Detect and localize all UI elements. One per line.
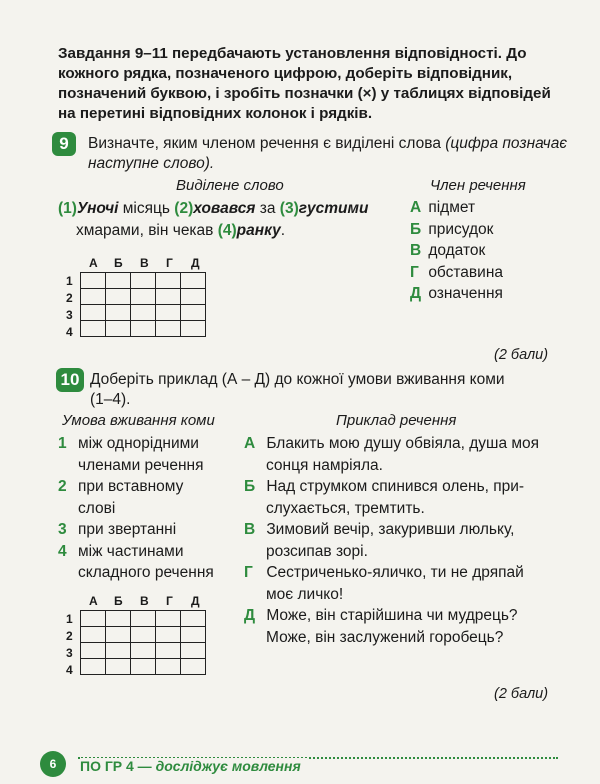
- answer-cell[interactable]: [81, 273, 106, 289]
- condition-text: членами речення: [78, 456, 204, 474]
- grid-col-label: Б: [114, 256, 123, 270]
- answer-cell[interactable]: [131, 659, 156, 675]
- task-9-question-note: (цифра позначає наступне слово).: [88, 135, 568, 172]
- grid-row-label: 4: [66, 325, 73, 339]
- option-text: додаток: [428, 242, 486, 259]
- grid-row-label: 2: [66, 629, 73, 643]
- answer-cell[interactable]: [81, 305, 106, 321]
- answer-cell[interactable]: [81, 289, 106, 305]
- example-letter: А: [244, 435, 256, 452]
- answer-cell[interactable]: [156, 305, 181, 321]
- word-marker-4: (4): [217, 222, 237, 239]
- task-10-left-heading: Умова вживання коми: [62, 412, 215, 429]
- condition-text: між однорідними: [78, 435, 199, 452]
- task-10-right-heading: Приклад речення: [336, 412, 457, 429]
- highlighted-word-4: ранку: [236, 222, 281, 239]
- grid-col-label: Д: [191, 256, 200, 270]
- answer-cell[interactable]: [181, 321, 206, 337]
- example-text: Може, він заслужений горобець?: [266, 628, 504, 646]
- footer-title-italic: досліджує мовлення: [155, 758, 301, 774]
- task-9-sentence: [58, 198, 398, 242]
- answer-cell[interactable]: [156, 273, 181, 289]
- example-text: Зимовий вечір, закуривши люльку,: [266, 521, 515, 538]
- option-letter: Б: [410, 220, 422, 238]
- answer-cell[interactable]: [156, 289, 181, 305]
- example-text: Над струмком спинився олень, при-: [266, 478, 525, 495]
- condition-3: [58, 519, 238, 541]
- example-letter: Г: [244, 564, 253, 581]
- option-text: присудок: [428, 220, 494, 238]
- instructions-paragraph: Завдання 9–11 передбачають установлення відповідності. До кожного рядка, позначеного цифрою, доберіть відповідник, позначений буквою, і зробіть позначки (×) у таблицях відповідей на перетині відповідних колонок і рядків.: [58, 45, 551, 122]
- example-text: Блакить мою душу обвіяла, душа моя: [266, 435, 540, 452]
- task-9-right-heading: Член речення: [430, 177, 526, 194]
- grid-row-label: 1: [66, 274, 73, 288]
- task-9-points: (2 бали): [494, 347, 549, 363]
- page-number: 6: [40, 751, 66, 777]
- task-9-grid-table: [80, 272, 206, 337]
- condition-number: 1: [58, 435, 67, 452]
- grid-row-label: 1: [66, 612, 73, 626]
- grid-col-label: А: [89, 256, 98, 270]
- condition-text: складного речення: [78, 564, 214, 581]
- task-9-options: [410, 197, 503, 305]
- grid-row-label: 4: [66, 663, 73, 677]
- option-letter: А: [410, 199, 422, 216]
- answer-cell[interactable]: [106, 289, 131, 305]
- grid-row-label: 3: [66, 646, 73, 660]
- option-a: [410, 197, 503, 219]
- task-10-question-line-2: (1–4).: [90, 391, 131, 408]
- highlighted-word-3: густими: [298, 200, 369, 217]
- word-marker-3: (3): [279, 200, 299, 217]
- answer-cell[interactable]: [156, 643, 181, 659]
- example-text: розсипав зорі.: [266, 542, 368, 560]
- condition-text: слові: [78, 499, 116, 517]
- answer-cell[interactable]: [156, 611, 181, 627]
- example-letter: Б: [244, 478, 256, 495]
- task-10-grid-table: [80, 610, 206, 675]
- option-v: [410, 240, 503, 262]
- answer-cell[interactable]: [181, 611, 206, 627]
- answer-cell[interactable]: [156, 627, 181, 643]
- answer-cell[interactable]: [131, 321, 156, 337]
- example-letter: Д: [244, 607, 256, 624]
- task-9-left-heading: Виділене слово: [176, 177, 284, 194]
- footer-title-main: ПО ГР 4 —: [80, 758, 156, 774]
- answer-cell[interactable]: [81, 659, 106, 675]
- option-text: підмет: [428, 199, 476, 216]
- answer-cell[interactable]: [181, 305, 206, 321]
- example-d: [244, 605, 574, 627]
- option-letter: Д: [410, 285, 422, 302]
- example-text: слухається, тремтить.: [266, 499, 425, 517]
- condition-number: 2: [58, 478, 67, 495]
- example-h: [244, 562, 574, 584]
- grid-col-label: Г: [166, 256, 173, 270]
- answer-cell[interactable]: [81, 611, 106, 627]
- sentence-text: за: [255, 200, 280, 217]
- footer-title: [80, 758, 307, 774]
- answer-cell[interactable]: [106, 273, 131, 289]
- grid-col-label: А: [89, 594, 98, 608]
- answer-cell[interactable]: [106, 643, 131, 659]
- answer-cell[interactable]: [131, 643, 156, 659]
- answer-cell[interactable]: [181, 659, 206, 675]
- highlighted-word-2: ховався: [193, 200, 256, 217]
- example-text: Може, він старійшина чи мудрець?: [266, 607, 518, 624]
- example-a: [244, 433, 574, 455]
- task-9-question: [88, 134, 568, 174]
- sentence-text: хмарами, він чекав: [76, 222, 218, 239]
- answer-cell[interactable]: [106, 305, 131, 321]
- task-10-points: (2 бали): [494, 686, 549, 702]
- task-10-examples: [244, 433, 574, 648]
- grid-row-label: 2: [66, 291, 73, 305]
- grid-col-label: Г: [166, 594, 173, 608]
- option-letter: Г: [410, 263, 419, 281]
- task-10-question-line-1: Доберіть приклад (А – Д) до кожної умови вживання коми: [90, 371, 505, 388]
- answer-cell[interactable]: [181, 627, 206, 643]
- answer-cell[interactable]: [131, 305, 156, 321]
- example-letter: В: [244, 521, 256, 538]
- sentence-text: .: [280, 222, 286, 239]
- example-b: [244, 476, 574, 498]
- task-10-question: [90, 370, 570, 410]
- task-9-badge: 9: [52, 132, 76, 156]
- answer-cell[interactable]: [131, 627, 156, 643]
- answer-cell[interactable]: [181, 643, 206, 659]
- option-text: обставина: [428, 263, 504, 281]
- task-9-question-main: Визначте, яким членом речення є виділені слова: [88, 135, 441, 152]
- example-text: моє личко!: [266, 585, 344, 603]
- option-d: [410, 283, 503, 305]
- answer-cell[interactable]: [131, 289, 156, 305]
- word-marker-1: (1): [58, 200, 77, 217]
- condition-text: при звертанні: [78, 521, 177, 538]
- highlighted-word-1: Уночі: [76, 200, 119, 217]
- answer-cell[interactable]: [81, 321, 106, 337]
- example-text: Сестриченько-яличко, ти не дряпай: [266, 564, 524, 581]
- condition-4: [58, 541, 238, 563]
- answer-cell[interactable]: [106, 611, 131, 627]
- task-10-badge: 10: [56, 368, 84, 392]
- option-b: [410, 219, 503, 241]
- option-letter: В: [410, 242, 422, 259]
- task-10-conditions: [58, 433, 238, 584]
- answer-cell[interactable]: [81, 627, 106, 643]
- answer-cell[interactable]: [81, 643, 106, 659]
- option-h: [410, 262, 503, 284]
- grid-col-label: В: [140, 594, 149, 608]
- condition-number: 4: [58, 542, 67, 560]
- answer-cell[interactable]: [156, 321, 181, 337]
- condition-1: [58, 433, 238, 455]
- condition-2: [58, 476, 238, 498]
- option-text: означення: [428, 285, 503, 302]
- answer-cell[interactable]: [131, 273, 156, 289]
- condition-text: при вставному: [78, 478, 184, 495]
- answer-cell[interactable]: [181, 289, 206, 305]
- condition-text: між частинами: [78, 542, 184, 560]
- answer-cell[interactable]: [131, 611, 156, 627]
- grid-col-label: Д: [191, 594, 200, 608]
- grid-col-label: Б: [114, 594, 123, 608]
- answer-cell[interactable]: [106, 627, 131, 643]
- example-v: [244, 519, 574, 541]
- answer-cell[interactable]: [156, 659, 181, 675]
- answer-cell[interactable]: [106, 659, 131, 675]
- answer-cell[interactable]: [106, 321, 131, 337]
- sentence-text: місяць: [118, 200, 175, 217]
- word-marker-2: (2): [174, 200, 194, 217]
- condition-number: 3: [58, 521, 67, 538]
- example-text: сонця намріяла.: [266, 456, 383, 474]
- grid-row-label: 3: [66, 308, 73, 322]
- grid-col-label: В: [140, 256, 149, 270]
- answer-cell[interactable]: [181, 273, 206, 289]
